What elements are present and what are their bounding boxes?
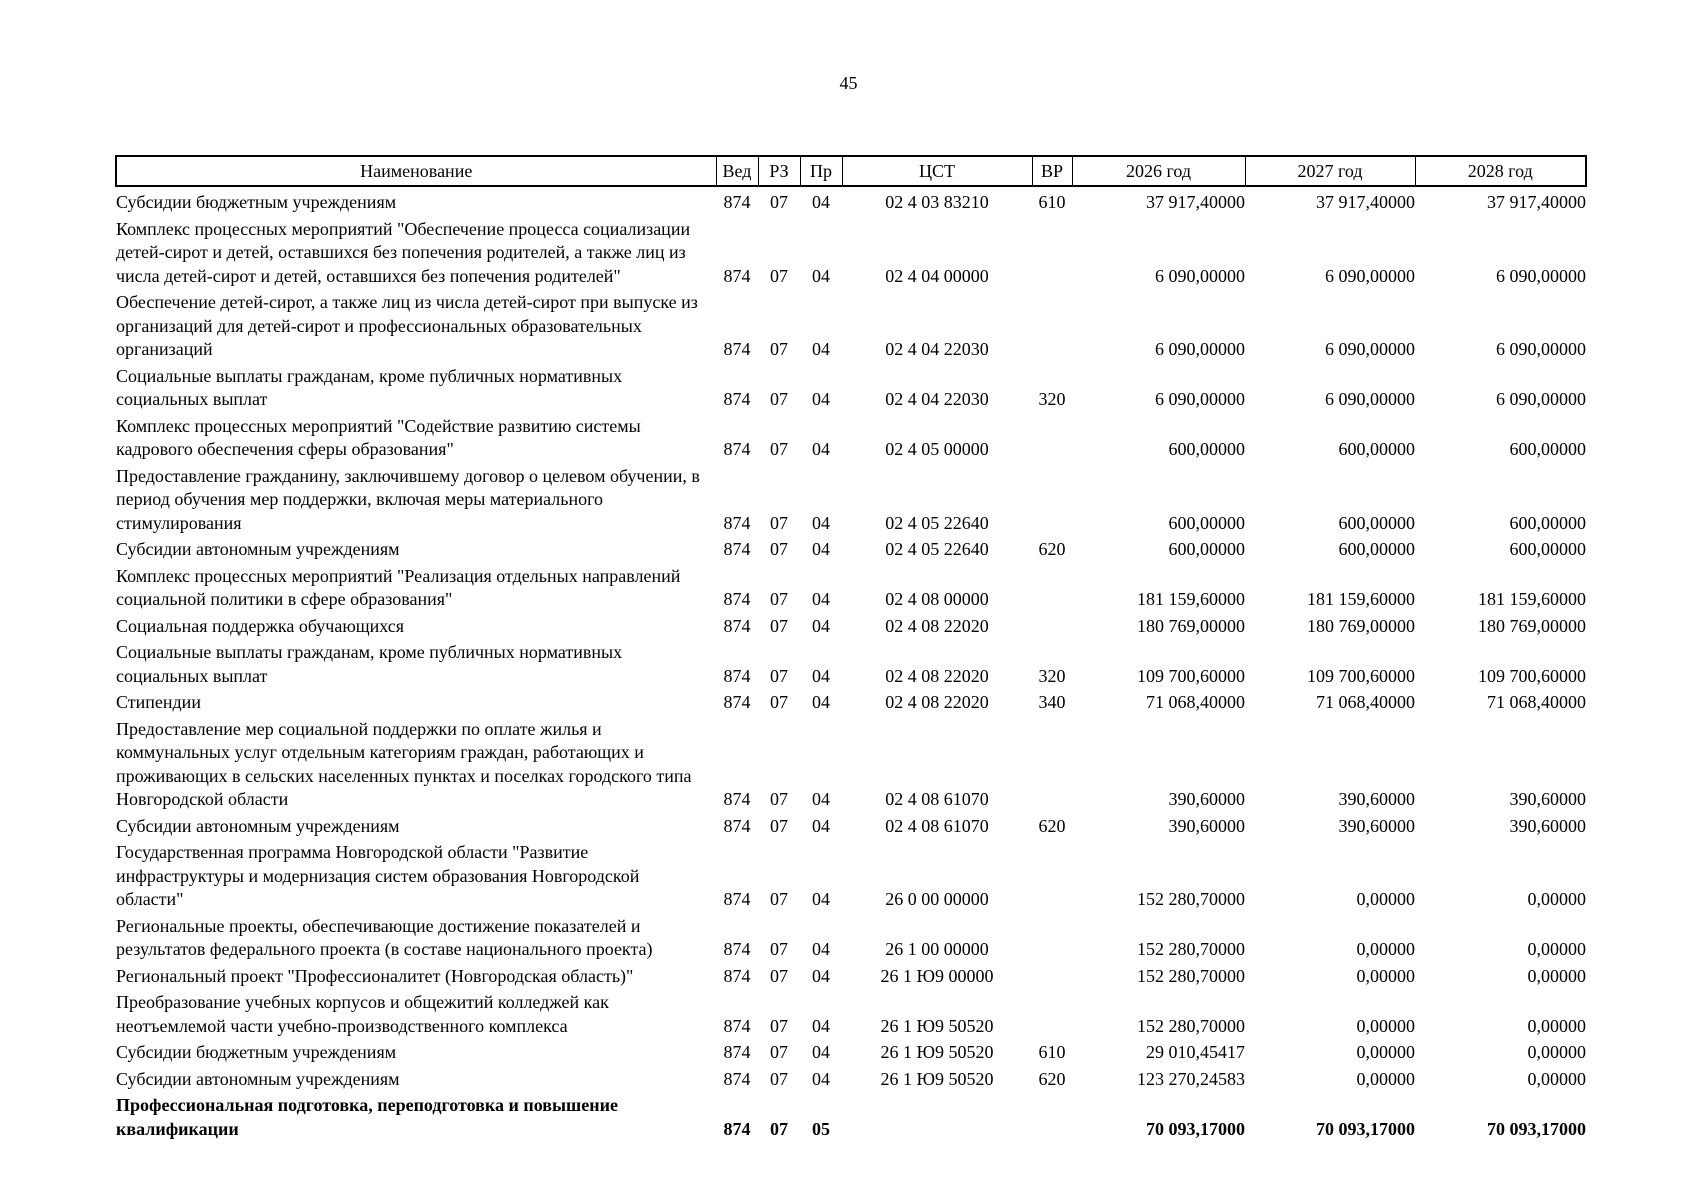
row-rz: 07 — [770, 789, 788, 809]
row-pr: 04 — [812, 789, 830, 809]
row-amount-2028: 0,00000 — [1527, 1068, 1586, 1089]
row-amount-2027: 600,00000 — [1338, 439, 1415, 459]
row-name: Субсидии автономным учреждениям — [116, 1068, 400, 1089]
row-vr: 320 — [1038, 665, 1066, 686]
row-pr: 04 — [812, 339, 830, 359]
table-row — [116, 1041, 1586, 1068]
row-ved: 874 — [723, 539, 751, 559]
row-cst: 26 1 Ю9 50520 — [880, 1042, 994, 1062]
row-pr: 04 — [812, 1042, 830, 1062]
row-name: Субсидии бюджетным учреждениям — [116, 192, 397, 212]
row-ved: 874 — [723, 1042, 751, 1062]
table-row — [116, 641, 1586, 691]
header-2027: 2027 год — [1245, 156, 1415, 186]
row-amount-2028: 600,00000 — [1509, 512, 1586, 533]
row-amount-2028: 6 090,00000 — [1496, 389, 1586, 409]
row-rz: 07 — [770, 889, 788, 909]
row-cst: 02 4 05 22640 — [885, 539, 989, 559]
row-pr: 04 — [812, 589, 830, 609]
table-row — [116, 915, 1586, 965]
row-amount-2027: 71 068,40000 — [1316, 692, 1415, 712]
row-amount-2026: 152 280,70000 — [1137, 889, 1245, 909]
row-cst: 26 1 Ю9 50520 — [880, 1015, 994, 1036]
table-row — [116, 718, 1586, 815]
row-amount-2026: 600,00000 — [1168, 512, 1245, 533]
row-vr: 610 — [1038, 1042, 1066, 1062]
row-amount-2028: 109 700,60000 — [1478, 665, 1586, 686]
row-name: Стипендии — [116, 692, 201, 712]
row-vr: 320 — [1038, 389, 1066, 409]
row-rz: 07 — [770, 665, 788, 686]
row-cst: 02 4 08 00000 — [885, 589, 989, 609]
row-cst: 26 1 00 00000 — [885, 939, 989, 959]
row-cst: 02 4 04 22030 — [885, 389, 989, 409]
row-amount-2027: 6 090,00000 — [1325, 265, 1415, 286]
row-name: Социальные выплаты гражданам, кроме публичных нормативных социальных выплат — [116, 365, 623, 409]
row-vr: 620 — [1038, 539, 1066, 559]
row-rz: 07 — [770, 539, 788, 559]
row-amount-2026: 70 093,17000 — [1146, 1118, 1245, 1139]
budget-table — [115, 155, 1587, 1144]
row-amount-2027: 180 769,00000 — [1307, 615, 1415, 636]
row-name: Предоставление гражданину, заключившему договор о целевом обучении, в период обучения мер поддержки, включая меры материального стимулирования — [116, 465, 700, 533]
table-row — [116, 291, 1586, 365]
row-pr: 04 — [812, 815, 830, 836]
row-vr — [1032, 841, 1072, 915]
row-rz: 07 — [770, 389, 788, 409]
row-vr — [1032, 415, 1072, 465]
row-amount-2027: 390,60000 — [1338, 789, 1415, 809]
row-amount-2026: 600,00000 — [1168, 539, 1245, 559]
row-cst: 02 4 05 22640 — [885, 512, 989, 533]
row-amount-2027: 109 700,60000 — [1307, 665, 1415, 686]
row-amount-2028: 0,00000 — [1527, 965, 1586, 986]
row-name: Социальная поддержка обучающихся — [116, 615, 405, 636]
row-cst: 02 4 08 61070 — [885, 789, 989, 809]
row-rz: 07 — [770, 939, 788, 959]
row-pr: 04 — [812, 192, 830, 212]
row-vr — [1032, 291, 1072, 365]
row-amount-2027: 181 159,60000 — [1307, 589, 1415, 609]
row-amount-2028: 180 769,00000 — [1478, 615, 1586, 636]
header-cst: ЦСТ — [842, 156, 1032, 186]
row-amount-2028: 390,60000 — [1509, 815, 1586, 836]
row-vr — [1032, 465, 1072, 539]
row-amount-2026: 71 068,40000 — [1146, 692, 1245, 712]
row-amount-2027: 0,00000 — [1356, 965, 1415, 986]
row-vr: 620 — [1038, 815, 1066, 836]
row-ved: 874 — [723, 265, 751, 286]
row-ved: 874 — [723, 1015, 751, 1036]
row-ved: 874 — [723, 389, 751, 409]
row-pr: 04 — [812, 539, 830, 559]
row-amount-2026: 109 700,60000 — [1137, 665, 1245, 686]
row-cst: 26 1 Ю9 00000 — [880, 965, 994, 986]
row-ved: 874 — [723, 692, 751, 712]
row-rz: 07 — [770, 1118, 788, 1139]
row-ved: 874 — [723, 339, 751, 359]
row-name: Субсидии автономным учреждениям — [116, 815, 400, 836]
table-row — [116, 365, 1586, 415]
row-amount-2028: 6 090,00000 — [1496, 265, 1586, 286]
row-cst: 02 4 03 83210 — [885, 192, 989, 212]
row-ved: 874 — [723, 192, 751, 212]
row-rz: 07 — [770, 815, 788, 836]
row-amount-2028: 0,00000 — [1527, 889, 1586, 909]
row-pr: 04 — [812, 889, 830, 909]
row-ved: 874 — [723, 1118, 751, 1139]
row-cst: 02 4 05 00000 — [885, 439, 989, 459]
table-row — [116, 1094, 1586, 1144]
table-body — [116, 186, 1586, 1144]
row-amount-2028: 70 093,17000 — [1487, 1118, 1586, 1139]
table-row — [116, 841, 1586, 915]
row-cst: 02 4 08 22020 — [885, 692, 989, 712]
row-pr: 04 — [812, 265, 830, 286]
page-number: 45 — [839, 73, 858, 93]
row-pr: 04 — [812, 615, 830, 636]
row-amount-2027: 0,00000 — [1356, 1015, 1415, 1036]
row-amount-2026: 6 090,00000 — [1155, 389, 1245, 409]
row-rz: 07 — [770, 512, 788, 533]
row-amount-2026: 600,00000 — [1168, 439, 1245, 459]
row-rz: 07 — [770, 615, 788, 636]
row-vr — [1032, 991, 1072, 1041]
row-amount-2026: 181 159,60000 — [1137, 589, 1245, 609]
header-2026: 2026 год — [1072, 156, 1245, 186]
table-row — [116, 1068, 1586, 1095]
row-cst: 02 4 08 61070 — [885, 815, 989, 836]
header-vr: ВР — [1032, 156, 1072, 186]
row-amount-2028: 181 159,60000 — [1478, 589, 1586, 609]
table-row — [116, 565, 1586, 615]
table-row — [116, 415, 1586, 465]
row-amount-2026: 390,60000 — [1168, 815, 1245, 836]
row-vr: 620 — [1038, 1068, 1066, 1089]
header-rz: РЗ — [758, 156, 800, 186]
row-vr — [1032, 965, 1072, 992]
row-pr: 04 — [812, 1015, 830, 1036]
row-rz: 07 — [770, 1042, 788, 1062]
row-amount-2028: 600,00000 — [1509, 539, 1586, 559]
row-pr: 04 — [812, 512, 830, 533]
header-pr: Пр — [800, 156, 842, 186]
row-amount-2026: 123 270,24583 — [1137, 1068, 1245, 1089]
row-vr: 610 — [1038, 192, 1066, 212]
row-amount-2026: 180 769,00000 — [1137, 615, 1245, 636]
row-vr — [1032, 718, 1072, 815]
row-amount-2027: 0,00000 — [1356, 1068, 1415, 1089]
row-rz: 07 — [770, 692, 788, 712]
table-row — [116, 218, 1586, 292]
row-ved: 874 — [723, 815, 751, 836]
table-row — [116, 815, 1586, 842]
row-pr: 04 — [812, 439, 830, 459]
row-amount-2027: 0,00000 — [1356, 939, 1415, 959]
row-name: Обеспечение детей-сирот, а также лиц из числа детей-сирот при выпуске из организаций для детей-сирот и профессиональных образовательных организаций — [116, 292, 698, 359]
row-pr: 05 — [812, 1118, 830, 1139]
row-ved: 874 — [723, 789, 751, 809]
row-cst: 02 4 04 22030 — [885, 339, 989, 359]
row-name: Государственная программа Новгородской области "Развитие инфраструктуры и модернизация систем образования Новгородской области" — [116, 842, 640, 909]
row-amount-2028: 71 068,40000 — [1487, 692, 1586, 712]
row-pr: 04 — [812, 692, 830, 712]
row-rz: 07 — [770, 1015, 788, 1036]
row-amount-2027: 6 090,00000 — [1325, 389, 1415, 409]
row-name: Профессиональная подготовка, переподготовка и повышение квалификации — [116, 1095, 618, 1139]
row-amount-2028: 390,60000 — [1509, 789, 1586, 809]
row-pr: 04 — [812, 939, 830, 959]
row-rz: 07 — [770, 265, 788, 286]
row-amount-2026: 152 280,70000 — [1137, 1015, 1245, 1036]
row-ved: 874 — [723, 665, 751, 686]
table-row — [116, 465, 1586, 539]
row-pr: 04 — [812, 665, 830, 686]
header-ved: Вед — [716, 156, 758, 186]
table-row — [116, 538, 1586, 565]
row-vr — [1032, 1094, 1072, 1144]
row-amount-2028: 37 917,40000 — [1487, 192, 1586, 212]
row-amount-2027: 390,60000 — [1338, 815, 1415, 836]
row-rz: 07 — [770, 589, 788, 609]
row-cst: 26 1 Ю9 50520 — [880, 1068, 994, 1089]
row-amount-2026: 390,60000 — [1168, 789, 1245, 809]
table-row — [116, 186, 1586, 218]
row-name: Комплекс процессных мероприятий "Реализация отдельных направлений социальной политики в сфере образования" — [116, 565, 681, 609]
row-vr — [1032, 565, 1072, 615]
row-amount-2026: 37 917,40000 — [1146, 192, 1245, 212]
row-vr — [1032, 218, 1072, 292]
row-ved: 874 — [723, 965, 751, 986]
row-vr — [1032, 615, 1072, 642]
row-vr — [1032, 915, 1072, 965]
row-pr: 04 — [812, 1068, 830, 1089]
header-name: Наименование — [116, 156, 716, 186]
row-amount-2027: 0,00000 — [1356, 889, 1415, 909]
row-amount-2027: 600,00000 — [1338, 512, 1415, 533]
row-name: Комплекс процессных мероприятий "Обеспечение процесса социализации детей-сирот и детей, оставшихся без попечения родителей, а также лиц из числа детей-сирот и детей, оставшихся без попечения родителей" — [116, 218, 691, 286]
row-rz: 07 — [770, 965, 788, 986]
row-name: Субсидии автономным учреждениям — [116, 539, 400, 559]
row-name: Региональные проекты, обеспечивающие достижение показателей и результатов федерального проекта (в составе национального проекта) — [116, 915, 653, 959]
row-amount-2028: 600,00000 — [1509, 439, 1586, 459]
row-ved: 874 — [723, 439, 751, 459]
row-ved: 874 — [723, 889, 751, 909]
row-cst: 02 4 08 22020 — [885, 615, 989, 636]
row-amount-2028: 6 090,00000 — [1496, 339, 1586, 359]
table-row — [116, 615, 1586, 642]
row-name: Комплекс процессных мероприятий "Содействие развитию системы кадрового обеспечения сферы образования" — [116, 415, 641, 459]
row-cst: 02 4 04 00000 — [885, 265, 989, 286]
row-name: Преобразование учебных корпусов и общежитий колледжей как неотъемлемой части учебно-производственного комплекса — [116, 992, 609, 1036]
row-rz: 07 — [770, 1068, 788, 1089]
row-amount-2027: 70 093,17000 — [1316, 1118, 1415, 1139]
table-row — [116, 965, 1586, 992]
row-name: Региональный проект "Профессионалитет (Новгородская область)" — [116, 965, 634, 986]
row-amount-2028: 0,00000 — [1527, 939, 1586, 959]
row-amount-2026: 152 280,70000 — [1137, 939, 1245, 959]
row-ved: 874 — [723, 1068, 751, 1089]
row-amount-2027: 600,00000 — [1338, 539, 1415, 559]
row-vr: 340 — [1038, 692, 1066, 712]
row-pr: 04 — [812, 389, 830, 409]
table-row — [116, 991, 1586, 1041]
row-amount-2027: 6 090,00000 — [1325, 339, 1415, 359]
row-amount-2028: 0,00000 — [1527, 1015, 1586, 1036]
row-pr: 04 — [812, 965, 830, 986]
row-name: Предоставление мер социальной поддержки по оплате жилья и коммунальных услуг отдельным категориям граждан, работающих и проживающих в сельских населенных пунктах и поселках городского типа Новгородской области — [116, 718, 692, 809]
row-amount-2027: 37 917,40000 — [1316, 192, 1415, 212]
row-amount-2026: 6 090,00000 — [1155, 339, 1245, 359]
row-name: Социальные выплаты гражданам, кроме публичных нормативных социальных выплат — [116, 642, 623, 686]
row-cst: 02 4 08 22020 — [885, 665, 989, 686]
row-cst: 26 0 00 00000 — [885, 889, 989, 909]
row-amount-2027: 0,00000 — [1356, 1042, 1415, 1062]
row-rz: 07 — [770, 439, 788, 459]
row-amount-2026: 152 280,70000 — [1137, 965, 1245, 986]
row-amount-2026: 29 010,45417 — [1146, 1042, 1245, 1062]
row-name: Субсидии бюджетным учреждениям — [116, 1042, 397, 1062]
table-header-row — [116, 156, 1586, 186]
row-ved: 874 — [723, 589, 751, 609]
row-rz: 07 — [770, 339, 788, 359]
row-ved: 874 — [723, 512, 751, 533]
row-ved: 874 — [723, 615, 751, 636]
row-ved: 874 — [723, 939, 751, 959]
table-row — [116, 691, 1586, 718]
row-cst — [842, 1094, 1032, 1144]
row-amount-2026: 6 090,00000 — [1155, 265, 1245, 286]
row-amount-2028: 0,00000 — [1527, 1042, 1586, 1062]
header-2028: 2028 год — [1415, 156, 1586, 186]
row-rz: 07 — [770, 192, 788, 212]
